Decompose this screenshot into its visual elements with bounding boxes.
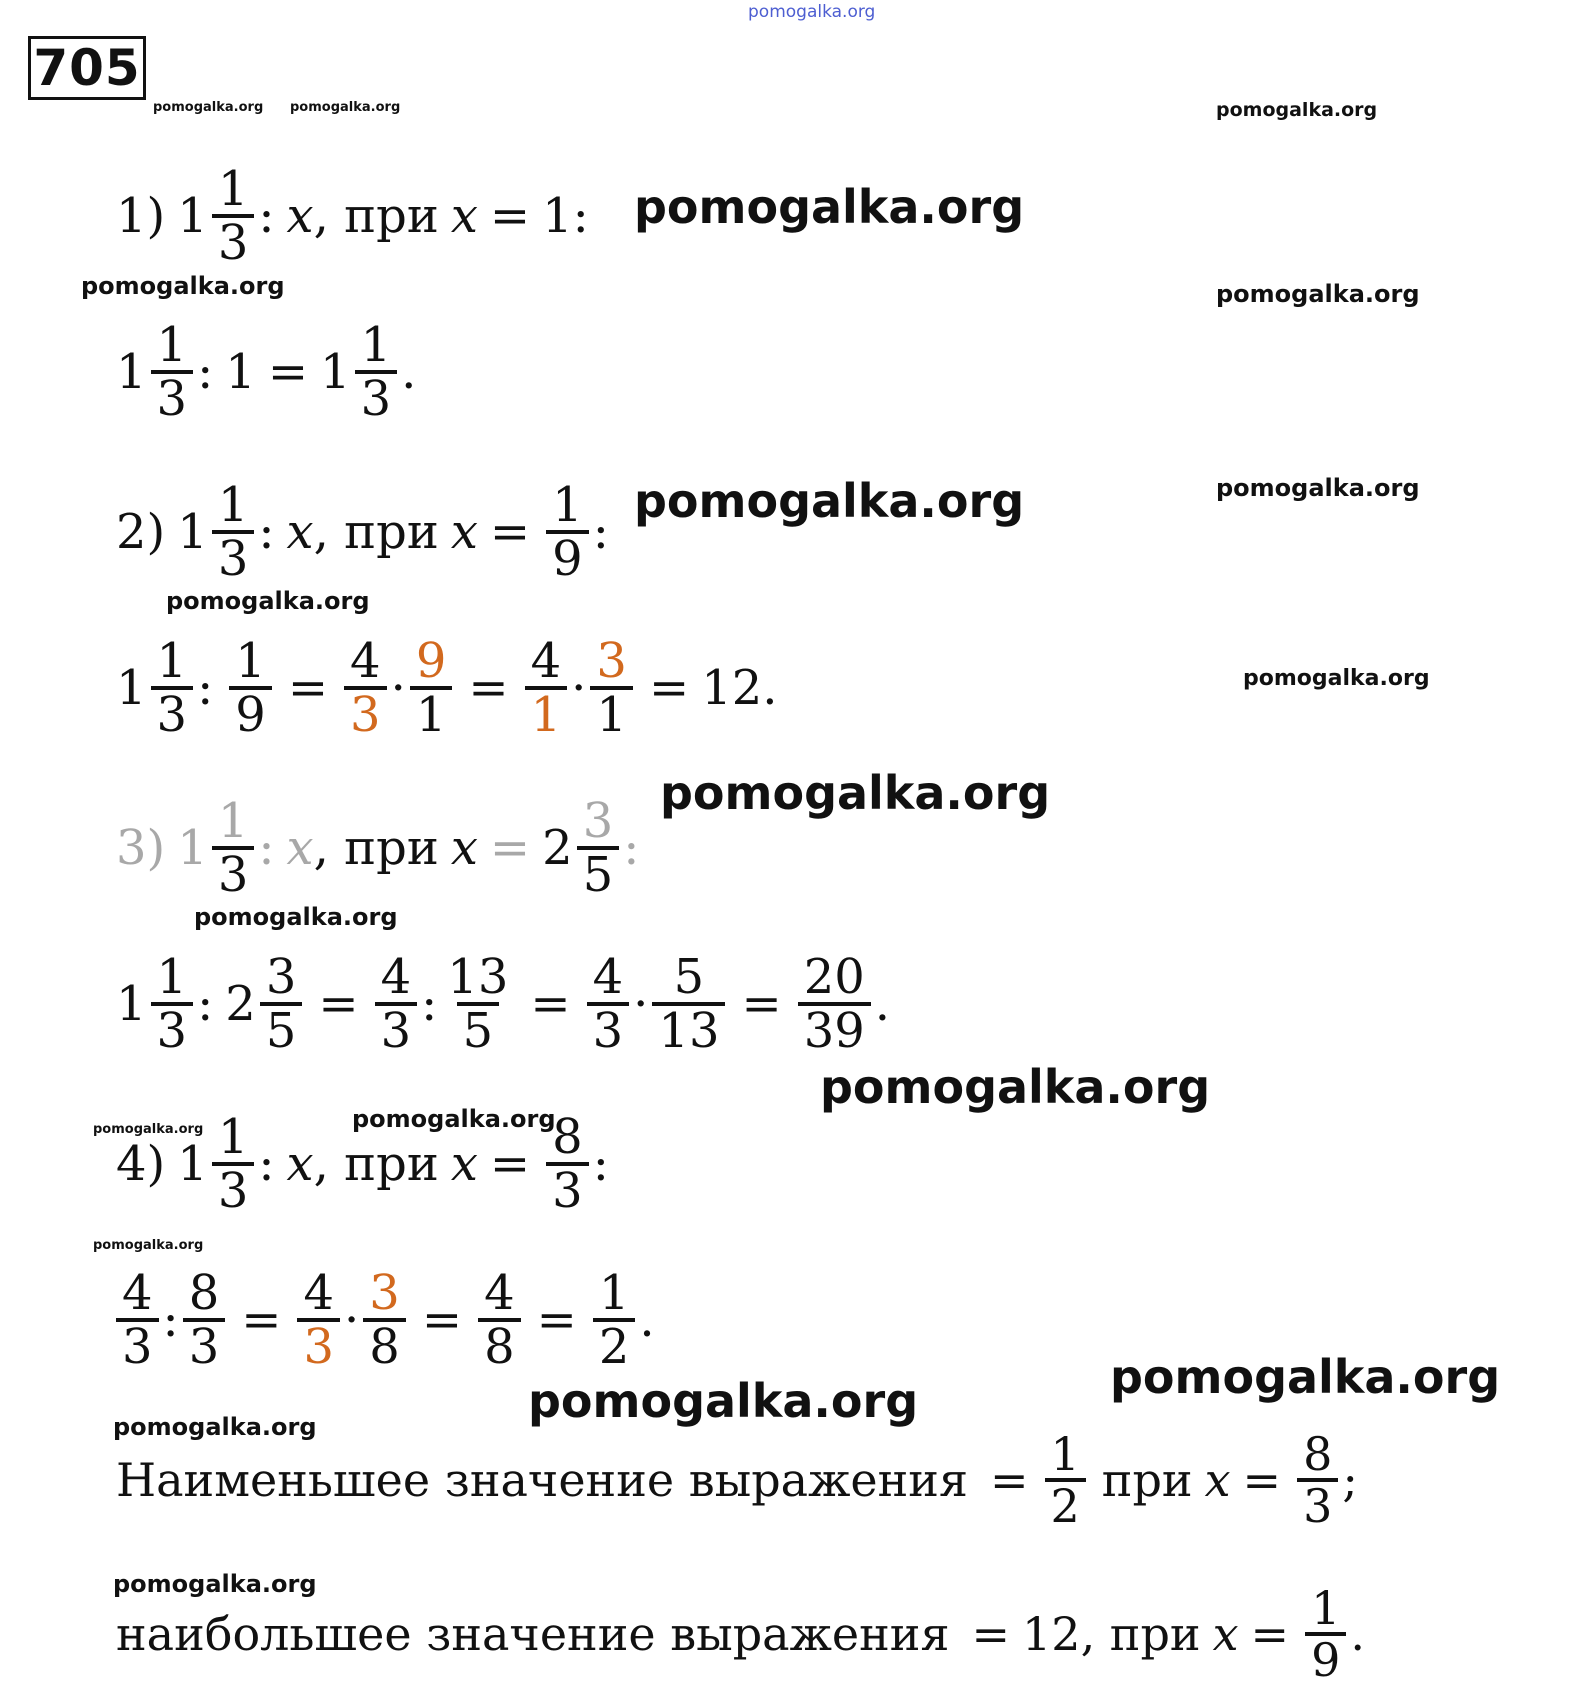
- numerator: 1: [235, 632, 266, 689]
- math-token: :: [197, 344, 214, 400]
- fraction: [260, 948, 303, 1059]
- math-token: 1:: [542, 188, 589, 244]
- math-token: :: [258, 1136, 275, 1192]
- math-token: :: [197, 976, 214, 1032]
- numerator: 1: [217, 476, 249, 533]
- math-token: :: [258, 504, 275, 560]
- math-token: :: [162, 1292, 179, 1348]
- fraction: [151, 316, 194, 427]
- denominator: 3: [151, 370, 194, 424]
- fraction: [375, 948, 418, 1059]
- math-token: :: [592, 1136, 609, 1192]
- fraction: [297, 1264, 340, 1375]
- math-token: ;: [1342, 1453, 1358, 1507]
- denominator: 39: [798, 1002, 871, 1056]
- math-token: x: [1204, 1453, 1231, 1507]
- watermark: pomogalka.org: [634, 474, 1025, 528]
- math-token: , при: [313, 504, 439, 560]
- math-token: =: [971, 1607, 1011, 1661]
- math-token: =: [489, 1136, 531, 1192]
- math-token: .: [639, 1292, 655, 1348]
- math-token: 1: [177, 820, 208, 876]
- fraction: [587, 948, 630, 1059]
- fraction: [1305, 1580, 1346, 1687]
- watermark: pomogalka.org: [113, 1413, 317, 1441]
- denominator: 3: [212, 530, 255, 584]
- numerator: 20: [803, 948, 865, 1005]
- step-label: 4): [116, 1136, 166, 1192]
- denominator: 5: [577, 846, 620, 900]
- denominator: 3: [151, 686, 194, 740]
- math-token: 1: [116, 344, 147, 400]
- numerator: 5: [673, 948, 705, 1005]
- math-token: 1: [177, 1136, 208, 1192]
- numerator: 1: [156, 948, 188, 1005]
- denominator: 3: [212, 846, 255, 900]
- denominator: 5: [260, 1002, 303, 1056]
- math-token: .: [762, 660, 778, 716]
- math-token: =: [536, 1292, 577, 1348]
- watermark: pomogalka.org: [528, 1374, 919, 1428]
- math-token: 1: [320, 344, 351, 400]
- fraction: [151, 632, 194, 743]
- math-token: ·: [344, 1292, 360, 1348]
- highlight-digit: 9: [415, 632, 447, 689]
- math-token: .: [874, 976, 891, 1032]
- math-token: :: [197, 660, 214, 716]
- math-token: =: [287, 660, 329, 716]
- watermark: pomogalka.org: [820, 1060, 1211, 1114]
- watermark: pomogalka.org: [634, 180, 1025, 234]
- fraction: [212, 476, 255, 587]
- math-token: 2: [225, 976, 256, 1032]
- problem-number: 705: [28, 36, 146, 100]
- numerator: 1: [156, 632, 188, 689]
- fraction: [363, 1264, 406, 1375]
- denominator: 5: [457, 1002, 500, 1056]
- denominator: 3: [1297, 1478, 1338, 1530]
- fraction: [410, 632, 453, 743]
- highlight-digit: 3: [344, 686, 387, 740]
- step-label: 3): [116, 820, 166, 876]
- fraction: [546, 1108, 589, 1219]
- denominator: 8: [363, 1318, 406, 1372]
- fraction: [652, 948, 725, 1059]
- denominator: 9: [229, 686, 272, 740]
- fraction: [577, 792, 620, 903]
- math-token: :: [592, 504, 609, 560]
- math-token: x: [286, 1136, 314, 1192]
- numerator: 1: [217, 1108, 249, 1165]
- math-token: 2: [542, 820, 573, 876]
- numerator: 4: [530, 632, 562, 689]
- fraction: [344, 632, 387, 743]
- denominator: 3: [151, 1002, 194, 1056]
- math-token: =: [421, 1292, 463, 1348]
- denominator: 3: [116, 1318, 159, 1372]
- math-token: , при: [313, 1136, 439, 1192]
- math-token: :: [258, 188, 275, 244]
- numerator: 1: [598, 1264, 630, 1321]
- math-token: =: [489, 820, 531, 876]
- math-token: наибольшее значение выражения: [116, 1607, 950, 1661]
- math-token: 1: [116, 660, 147, 716]
- denominator: 1: [410, 686, 453, 740]
- watermark: pomogalka.org: [93, 1122, 204, 1137]
- math-token: =: [1250, 1607, 1290, 1661]
- denominator: 9: [1305, 1632, 1346, 1684]
- highlight-digit: 3: [369, 1264, 400, 1321]
- math-token: x: [450, 820, 478, 876]
- numerator: 4: [350, 632, 381, 689]
- numerator: 1: [217, 160, 249, 217]
- math-token: 1: [225, 344, 256, 400]
- numerator: 1: [552, 476, 583, 533]
- math-token: =: [489, 504, 531, 560]
- math-token: :: [258, 820, 275, 876]
- math-token: x: [450, 188, 478, 244]
- highlight-digit: 3: [596, 632, 627, 689]
- numerator: 8: [1303, 1426, 1333, 1481]
- math-token: ·: [571, 660, 587, 716]
- fraction: [1045, 1426, 1086, 1533]
- math-token: x: [1212, 1607, 1239, 1661]
- fraction: [478, 1264, 521, 1375]
- math-token: =: [318, 976, 359, 1032]
- denominator: 3: [183, 1318, 226, 1372]
- fraction: [212, 792, 255, 903]
- math-token: 1: [177, 504, 208, 560]
- numerator: 1: [1050, 1426, 1080, 1481]
- watermark: pomogalka.org: [93, 1238, 204, 1253]
- watermark: pomogalka.org: [352, 1105, 556, 1133]
- math-token: =: [1242, 1453, 1282, 1507]
- math-token: =: [989, 1453, 1029, 1507]
- math-token: при: [1101, 1453, 1193, 1507]
- fraction: [798, 948, 871, 1059]
- numerator: 8: [552, 1108, 583, 1165]
- step-label: 2): [116, 504, 166, 560]
- math-token: x: [286, 820, 314, 876]
- math-token: .: [401, 344, 417, 400]
- watermark: pomogalka.org: [660, 766, 1051, 820]
- math-token: =: [648, 660, 690, 716]
- numerator: 3: [265, 948, 297, 1005]
- fraction: [212, 1108, 255, 1219]
- numerator: 8: [188, 1264, 220, 1321]
- math-token: ·: [390, 660, 406, 716]
- fraction: [116, 1264, 159, 1375]
- watermark: pomogalka.org: [81, 272, 285, 300]
- watermark: pomogalka.org: [1216, 280, 1420, 308]
- fraction: [525, 632, 568, 743]
- math-token: .: [1350, 1607, 1365, 1661]
- fraction: [151, 948, 194, 1059]
- watermark: pomogalka.org: [1110, 1350, 1501, 1404]
- watermark: pomogalka.org: [166, 587, 370, 615]
- denominator: 3: [587, 1002, 630, 1056]
- numerator: 4: [122, 1264, 153, 1321]
- denominator: 3: [546, 1162, 589, 1216]
- step-label: 1): [116, 188, 166, 244]
- numerator: 4: [484, 1264, 515, 1321]
- fraction: [546, 476, 589, 587]
- numerator: 1: [217, 792, 249, 849]
- denominator: 3: [212, 214, 255, 268]
- numerator: 1: [156, 316, 188, 373]
- highlight-digit: 1: [525, 686, 568, 740]
- fraction: [1297, 1426, 1338, 1533]
- math-token: =: [241, 1292, 282, 1348]
- denominator: 2: [593, 1318, 636, 1372]
- math-token: :: [623, 820, 640, 876]
- math-token: x: [450, 504, 478, 560]
- denominator: 13: [652, 1002, 725, 1056]
- denominator: 1: [590, 686, 633, 740]
- math-token: 12: [701, 660, 763, 716]
- fraction: [441, 948, 514, 1059]
- math-token: x: [286, 504, 314, 560]
- numerator: 4: [380, 948, 412, 1005]
- math-token: , при: [313, 188, 439, 244]
- math-token: Наименьшее значение выражения: [116, 1453, 968, 1507]
- fraction: [183, 1264, 226, 1375]
- fraction: [593, 1264, 636, 1375]
- math-token: =: [267, 344, 309, 400]
- math-token: , при: [313, 820, 439, 876]
- math-token: x: [286, 188, 314, 244]
- denominator: 8: [478, 1318, 521, 1372]
- numerator: 1: [1311, 1580, 1341, 1635]
- math-token: :: [421, 976, 438, 1032]
- numerator: 3: [582, 792, 614, 849]
- watermark: pomogalka.org: [1216, 99, 1378, 121]
- math-token: ·: [633, 976, 649, 1032]
- math-token: 12: [1022, 1607, 1081, 1661]
- math-token: 1: [177, 188, 208, 244]
- watermark: pomogalka.org: [153, 100, 264, 115]
- math-token: 1: [116, 976, 147, 1032]
- fraction: [355, 316, 398, 427]
- math-token: =: [530, 976, 571, 1032]
- denominator: 3: [355, 370, 398, 424]
- watermark: pomogalka.org: [1216, 474, 1420, 502]
- numerator: 13: [447, 948, 509, 1005]
- numerator: 4: [592, 948, 624, 1005]
- math-token: x: [450, 1136, 478, 1192]
- math-token: =: [741, 976, 782, 1032]
- math-token: , при: [1080, 1607, 1201, 1661]
- denominator: 9: [546, 530, 589, 584]
- highlight-digit: 3: [297, 1318, 340, 1372]
- watermark: pomogalka.org: [290, 100, 401, 115]
- fraction: [212, 160, 255, 271]
- fraction: [229, 632, 272, 743]
- fraction: [590, 632, 633, 743]
- denominator: 3: [375, 1002, 418, 1056]
- watermark: pomogalka.org: [113, 1570, 317, 1598]
- numerator: 4: [303, 1264, 335, 1321]
- top-watermark: pomogalka.org: [748, 2, 876, 22]
- math-token: =: [468, 660, 509, 716]
- denominator: 3: [212, 1162, 255, 1216]
- numerator: 1: [360, 316, 392, 373]
- math-token: =: [489, 188, 531, 244]
- denominator: 2: [1045, 1478, 1086, 1530]
- watermark: pomogalka.org: [194, 903, 398, 931]
- watermark: pomogalka.org: [1243, 666, 1430, 691]
